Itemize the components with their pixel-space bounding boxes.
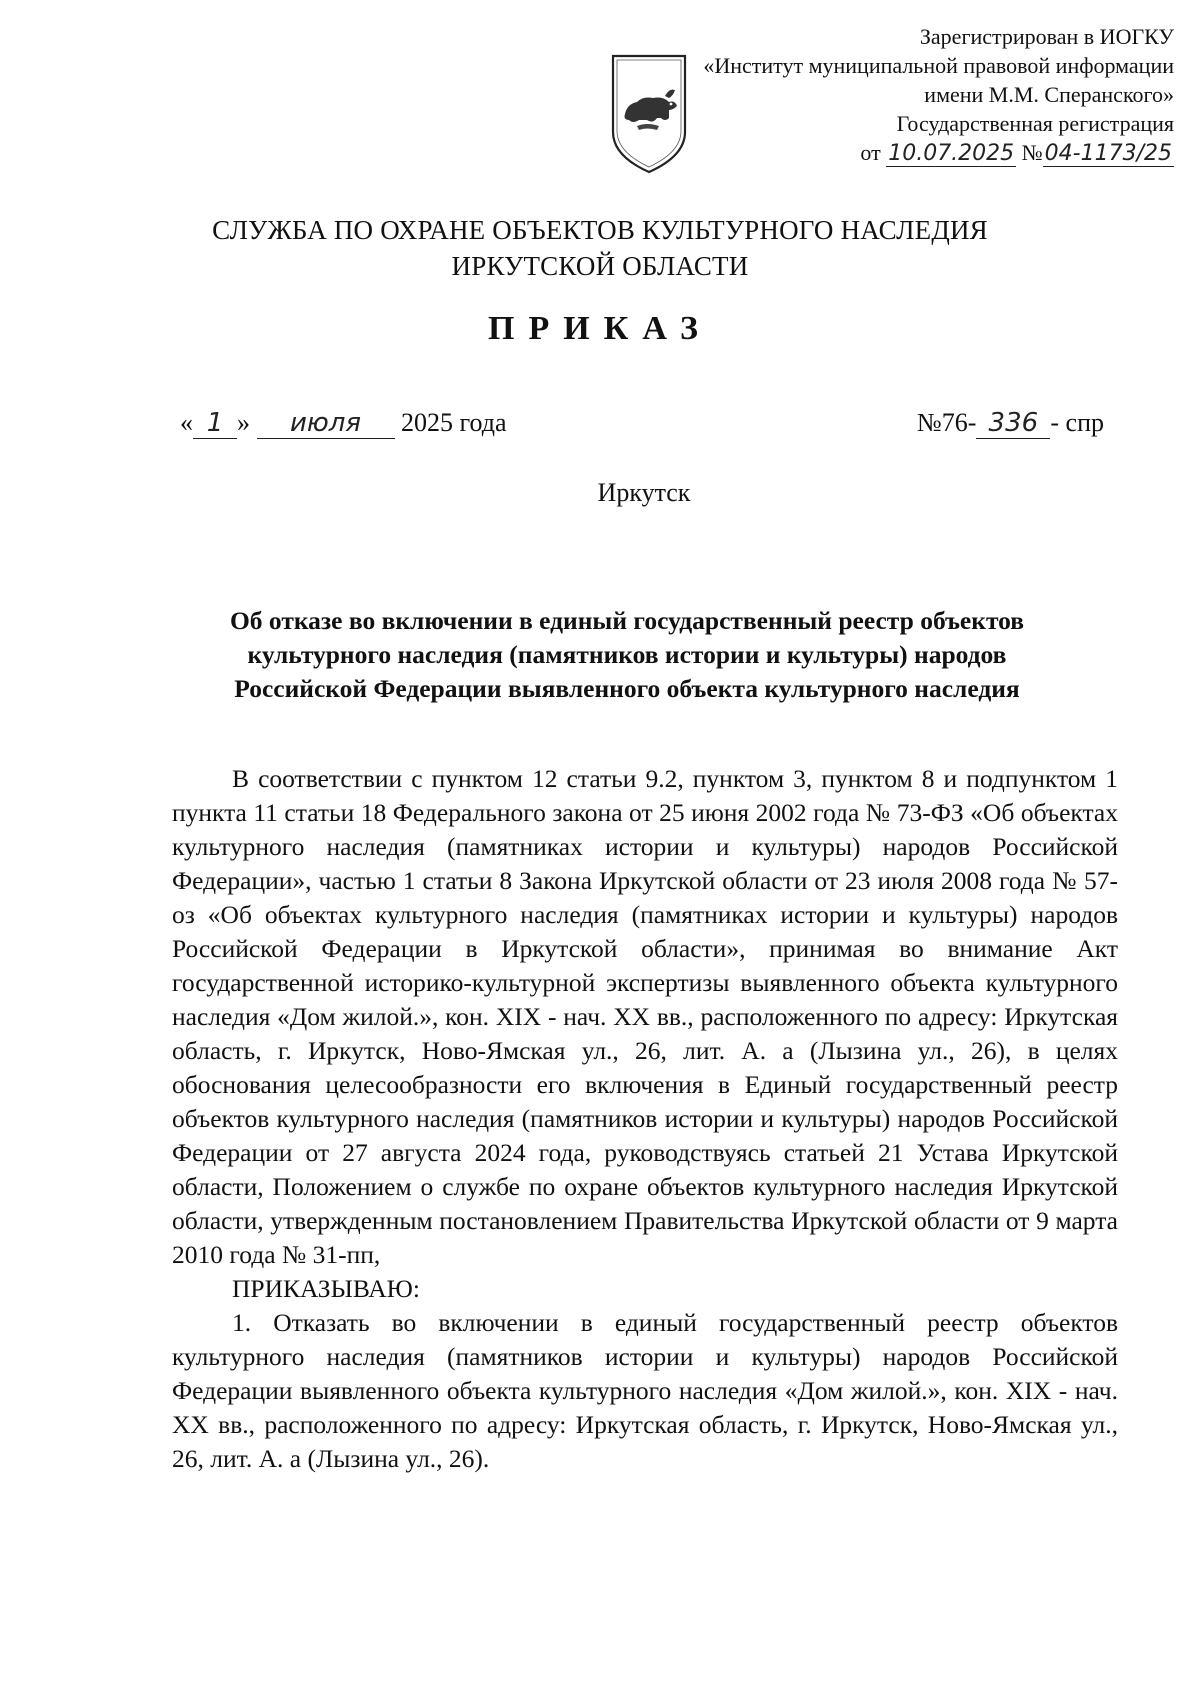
order-number-suffix: - спр [1050,408,1104,437]
order-date [180,408,507,439]
registration-number-label: № [1021,140,1043,165]
agency-name [0,212,1200,284]
date-open-quote: « [180,408,193,437]
order-number-prefix: №76- [916,408,977,437]
date-close-quote: » [237,408,250,437]
registration-date-handwritten: 10.07.2025 [888,141,1015,166]
date-year: 2025 года [401,408,507,437]
registration-line: имени М.М. Сперанского» [924,82,1174,107]
date-day-handwritten: 1 [193,408,237,439]
registration-from-label: от [860,140,881,165]
order-word: ПРИКАЗЫВАЮ: [232,1274,420,1303]
date-month-handwritten: июля [257,408,395,439]
agency-name-line: ИРКУТСКОЙ ОБЛАСТИ [451,251,749,281]
order-subject-line: Об отказе во включении в единый государственный реестр объектов [229,606,1025,635]
registration-block [614,22,1174,168]
order-item-1: 1. Отказать во включении в единый государственный реестр объектов культурного наследия (памятников истории и культуры) народов Российской Федерации выявленного объекта культурного наследия «Дом жилой.», кон. XIX - нач. XX вв., расположенного по адресу: Иркутская область, г. Иркутск, Ново-Ямская ул., 26, лит. А. а (Лызина ул., 26). [172,1308,1118,1473]
registration-line: Зарегистрирован в ИОГКУ [919,24,1174,49]
city: Иркутск [597,478,691,507]
registration-line: «Институт муниципальной правовой информации [703,53,1174,78]
registration-number-handwritten: 04-1173/25 [1044,141,1172,166]
document-type-title: ПРИКАЗ [488,310,712,347]
agency-name-line: СЛУЖБА ПО ОХРАНЕ ОБЪЕКТОВ КУЛЬТУРНОГО НАСЛЕДИЯ [212,215,988,245]
order-subject [172,604,1082,706]
order-body [172,762,1118,1476]
order-number-handwritten: 336 [976,408,1050,439]
order-subject-line: культурного наследия (памятников истории и культуры) народов [247,640,1007,669]
registration-line: Государственная регистрация [896,111,1174,136]
preamble-paragraph: В соответствии с пунктом 12 статьи 9.2, пунктом 3, пунктом 8 и подпунктом 1 пункта 11 статьи 18 Федерального закона от 25 июня 2002 года № 73-ФЗ «Об объектах культурного наследия (памятниках истории и культуры) народов Российской Федерации», частью 1 статьи 8 Закона Иркутской области от 23 июля 2008 года № 57-оз «Об объектах культурного наследия (памятниках истории и культуры) народов Российской Федерации в Иркутской области», принимая во внимание Акт государственной историко-культурной экспертизы выявленного объекта культурного наследия «Дом жилой.», кон. XIX - нач. XX вв., расположенного по адресу: Иркутская область, г. Иркутск, Ново-Ямская ул., 26, лит. А. а (Лызина ул., 26), в целях обоснования целесообразности его включения в Единый государственный реестр объектов культурного наследия (памятников истории и культуры) народов Российской Федерации от 27 августа 2024 года, руководствуясь статьей 21 Устава Иркутской области, Положением о службе по охране объектов культурного наследия Иркутской области, утвержденным постановлением Правительства Иркутской области от 9 марта 2010 года № 31-пп, [172,764,1118,1269]
registration-date-number [614,138,1174,168]
order-subject-line: Российской Федерации выявленного объекта культурного наследия [234,674,1020,703]
order-number [917,408,1104,439]
